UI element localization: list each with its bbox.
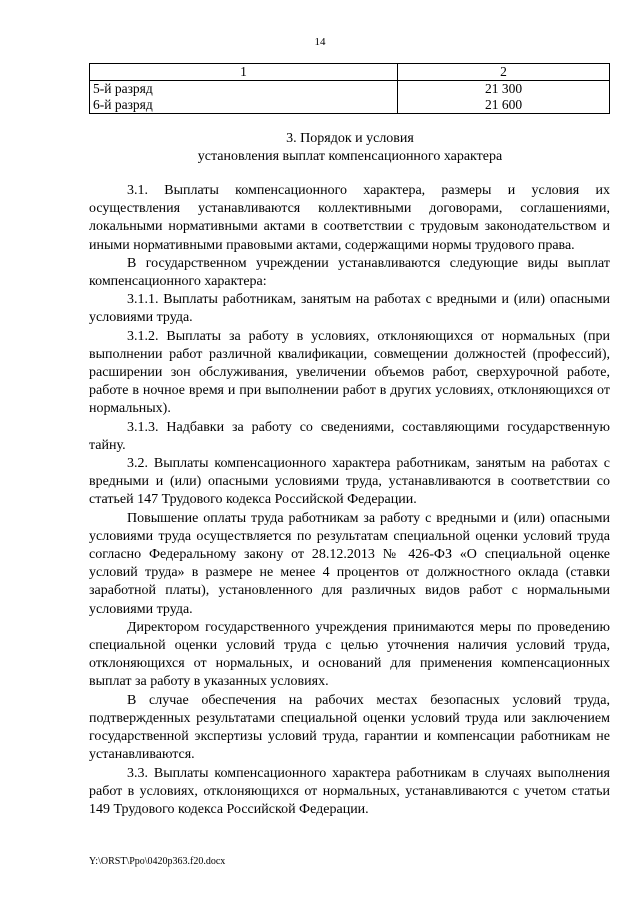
paragraph: 3.1.1. Выплаты работникам, занятым на работах с вредными и (или) опасными условиями труда. xyxy=(89,292,610,326)
section-title-line-2: установления выплат компенсационного характера xyxy=(197,149,503,164)
paragraph: 3.1.2. Выплаты за работу в условиях, отклоняющихся от нормальных (при выполнении работ различной квалификации, совмещении должностей (профессий), расширении зон обслуживания, увеличении объемов работ, сверхурочной работе, работе в ночное время и при выполнении работ в других условиях, отклоняющихся от нормальных). xyxy=(89,328,610,417)
paragraph: В случае обеспечения на рабочих местах безопасных условий труда, подтвержденных результатами специальной оценки условий труда или заключением государственной экспертизы условий труда, гарантии и компенсации работникам не устанавливаются. xyxy=(89,692,610,763)
document-body xyxy=(89,182,610,819)
grade-value-cell: 21 300 xyxy=(398,81,610,98)
table-row xyxy=(90,81,610,98)
paragraph: 3.3. Выплаты компенсационного характера работникам в случаях выполнения работ в условиях, отклоняющихся от нормальных, устанавливаются с учетом статьи 149 Трудового кодекса Российской Федерации. xyxy=(89,765,610,817)
section-title xyxy=(0,130,640,166)
salary-grade-table xyxy=(89,63,610,114)
table-row xyxy=(90,97,610,114)
page-number: 14 xyxy=(314,36,326,48)
paragraph: 3.1.3. Надбавки за работу со сведениями, составляющими государственную тайну. xyxy=(89,419,610,453)
table-header-row xyxy=(90,64,610,81)
paragraph: 3.1. Выплаты компенсационного характера, размеры и условия их осуществления устанавливаются коллективными договорами, соглашениями, локальными нормативными актами в соответствии с трудовым законодательством и иными нормативными правовыми актами, содержащими нормы трудового права. xyxy=(89,183,610,253)
grade-name-cell: 5-й разряд xyxy=(90,81,398,98)
footer-file-path: Y:\ORST\Ppo\0420p363.f20.docx xyxy=(89,856,226,867)
table-header-cell: 2 xyxy=(398,64,610,81)
grade-value-cell: 21 600 xyxy=(398,97,610,114)
paragraph: В государственном учреждении устанавливаются следующие виды выплат компенсационного характера: xyxy=(89,255,610,290)
paragraph: Повышение оплаты труда работникам за работу с вредными и (или) опасными условиями труда осуществляется по результатам специальной оценки условий труда согласно Федеральному закону от 28.12.2013 № 426-ФЗ «О специальной оценке условий труда» в размере не менее 4 процентов от должностного оклада (ставки заработной платы), установленного для различных видов работ с нормальными условиями труда. xyxy=(89,510,610,617)
grade-name-cell: 6-й разряд xyxy=(90,97,398,114)
table-header-cell: 1 xyxy=(90,64,398,81)
section-title-line-1: 3. Порядок и условия xyxy=(286,131,414,146)
paragraph: Директором государственного учреждения принимаются меры по проведению специальной оценки условий труда с целью уточнения наличия условий труда, отклоняющихся от нормальных, и оснований для применения компенсационных выплат за работу в указанных условиях. xyxy=(89,619,610,690)
paragraph: 3.2. Выплаты компенсационного характера работникам, занятым на работах с вредными и (или) опасными условиями труда, устанавливаются в соответствии со статьей 147 Трудового кодекса Российской Федерации. xyxy=(89,456,610,508)
